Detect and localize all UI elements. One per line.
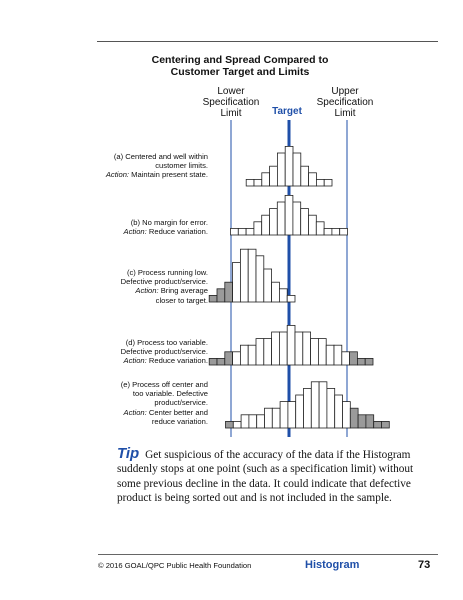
histogram-bar	[285, 146, 293, 186]
case-e-action-text: Center better and	[148, 407, 208, 417]
upper-limit-word1: Upper	[331, 86, 359, 97]
histogram-bar	[382, 421, 390, 428]
histogram-bar	[366, 415, 374, 428]
histogram-bar	[272, 408, 280, 428]
histogram-bar	[256, 339, 264, 365]
histogram-bar	[332, 228, 340, 235]
histogram-bar	[374, 421, 382, 428]
histogram-bar	[309, 173, 317, 186]
histogram-bar	[327, 388, 335, 428]
histogram-bar	[279, 332, 287, 365]
histogram-bar	[277, 153, 285, 186]
histogram-bar	[324, 179, 332, 186]
histogram-bar	[225, 352, 233, 365]
histogram-bar	[324, 228, 332, 235]
histogram-bar	[334, 345, 342, 365]
upper-limit-word2: Specification	[316, 97, 374, 108]
histogram-bar	[287, 325, 295, 365]
histogram-bar	[262, 215, 270, 235]
footer-copyright: © 2016 GOAL/QPC Public Health Foundation	[98, 561, 252, 570]
case-a-line2: customer limits.	[155, 161, 208, 171]
case-c-line1: (c) Process running low.	[126, 268, 208, 277]
histogram-bar	[254, 179, 262, 186]
case-e-line1: (e) Process off center and	[120, 380, 208, 389]
case-d-line2: Defective product/service.	[120, 347, 208, 357]
footer-page-number: 73	[418, 559, 431, 571]
tip-label: Tip	[117, 445, 140, 462]
histogram-bar	[272, 282, 280, 302]
lower-limit-word2: Specification	[202, 97, 260, 108]
target-label: Target	[272, 106, 302, 117]
action-prefix: Action:	[135, 286, 159, 296]
action-prefix: Action:	[123, 407, 147, 417]
histogram-bar	[248, 249, 256, 302]
histogram-bar	[272, 332, 280, 365]
histogram-bar	[209, 358, 217, 365]
histogram-bar	[280, 402, 288, 428]
histogram-bar	[326, 345, 334, 365]
figure-title-line2: Customer Target and Limits	[170, 66, 310, 78]
action-prefix: Action:	[123, 356, 147, 366]
histogram-bar	[358, 415, 366, 428]
histogram-bar	[240, 249, 248, 302]
case-e-action-tail: reduce variation.	[151, 416, 208, 426]
lower-limit-word3: Limit	[220, 108, 242, 119]
histogram-bar	[303, 332, 311, 365]
histogram-bar	[225, 282, 233, 302]
histogram-bar	[265, 408, 273, 428]
histogram-bar	[287, 295, 295, 302]
histogram-bar	[226, 421, 234, 428]
histogram-bar	[296, 395, 304, 428]
tip-text: Get suspicious of the accuracy of the data if the Histogram suddenly stops at one point (such as a specification limit) without some previous decline in the data. It could indicate that defective product is being sorted out and is not included in the sample.	[117, 449, 414, 505]
histogram-bar	[217, 358, 225, 365]
case-b-line1: (b) No margin for error.	[130, 218, 208, 227]
histogram-bar	[365, 358, 373, 365]
histogram-bar	[293, 202, 301, 235]
histogram-bar	[342, 352, 350, 365]
histogram-bar	[277, 202, 285, 235]
histogram-bar	[301, 209, 309, 235]
histogram-bar	[295, 332, 303, 365]
histogram-bar	[241, 415, 249, 428]
histogram-bar	[238, 228, 246, 235]
histogram-bar	[343, 402, 351, 428]
case-a-action-text: Maintain present state.	[131, 170, 208, 180]
histogram-bar	[233, 262, 241, 302]
case-d-line1: (d) Process too variable.	[125, 338, 208, 347]
histogram-bar	[316, 222, 324, 235]
histogram-bar	[311, 382, 319, 428]
histogram-bar	[270, 209, 278, 235]
histogram-bar	[248, 345, 256, 365]
histogram-bar	[279, 289, 287, 302]
histogram-bar	[270, 166, 278, 186]
histogram-bar	[246, 179, 254, 186]
histogram-bar	[233, 352, 241, 365]
histogram-bar	[240, 345, 248, 365]
histogram-bar	[335, 395, 343, 428]
tip-paragraph	[117, 447, 437, 506]
histogram-bar	[293, 153, 301, 186]
upper-limit-word3: Limit	[334, 108, 356, 119]
case-d-action-text: Reduce variation.	[148, 356, 208, 366]
histogram-bar	[357, 358, 365, 365]
histogram-bar	[264, 339, 272, 365]
histogram-bar	[288, 402, 296, 428]
histogram-bar	[217, 289, 225, 302]
histogram-bar	[318, 339, 326, 365]
action-prefix: Action:	[105, 170, 130, 180]
case-a-line1: (a) Centered and well within	[113, 152, 208, 161]
histogram-bar	[256, 256, 264, 302]
case-e-line2: too variable. Defective	[132, 389, 208, 399]
case-c-action-tail: closer to target.	[155, 295, 208, 305]
histogram-bar	[285, 195, 293, 235]
histogram-bar	[316, 179, 324, 186]
action-prefix: Action:	[123, 227, 147, 237]
histogram-bar	[209, 295, 217, 302]
case-e-line3: product/service.	[154, 398, 208, 408]
histogram-bar	[264, 269, 272, 302]
case-c-line2: Defective product/service.	[120, 277, 208, 287]
histogram-bar	[301, 166, 309, 186]
figure-title-line1: Centering and Spread Compared to	[151, 54, 329, 66]
histogram-bar	[246, 228, 254, 235]
lower-limit-word1: Lower	[217, 86, 245, 97]
case-b-action-text: Reduce variation.	[148, 227, 208, 237]
histogram-bar	[231, 228, 239, 235]
footer-rule	[98, 554, 438, 555]
histogram-bar	[254, 222, 262, 235]
case-c-action-text: Bring average	[160, 286, 208, 296]
histogram-bar	[257, 415, 265, 428]
histogram-bar	[311, 339, 319, 365]
footer-section-title: Histogram	[305, 559, 360, 571]
histogram-bar	[340, 228, 348, 235]
histogram-bar	[350, 408, 358, 428]
histogram-bar	[309, 215, 317, 235]
histogram-bar	[249, 415, 257, 428]
histogram-bar	[233, 421, 241, 428]
histogram-bar	[350, 352, 358, 365]
histogram-bar	[304, 388, 312, 428]
histogram-bar	[319, 382, 327, 428]
histogram-bar	[262, 173, 270, 186]
